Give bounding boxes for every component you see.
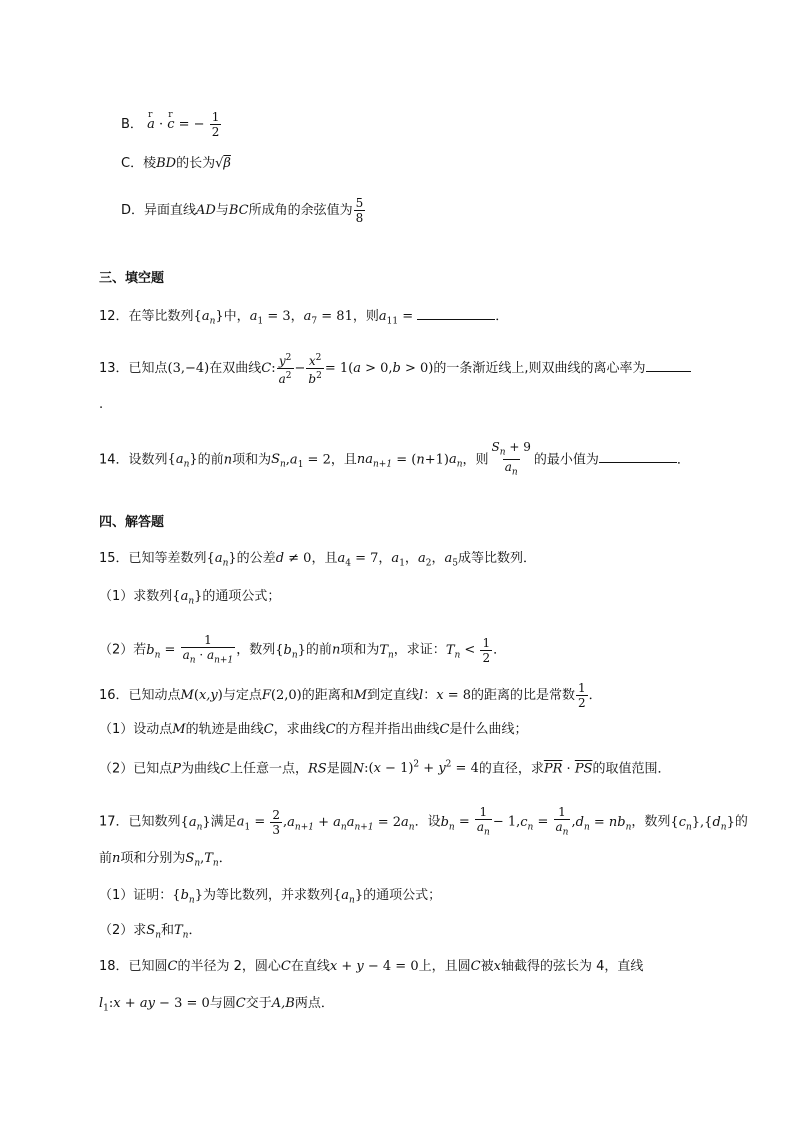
question-17-part-2 xyxy=(99,922,201,945)
math-expr: $\{b_n\}$ xyxy=(172,888,203,906)
answer-blank[interactable] xyxy=(417,307,495,320)
fraction: $\frac{S_n + 9}{a_n}$ xyxy=(491,440,531,478)
text: （1）证明： xyxy=(99,888,173,903)
question-17-part-1 xyxy=(99,887,441,910)
text: 16．已知动点 xyxy=(99,688,181,703)
text: 12．在等比数列 xyxy=(99,309,194,324)
text: 的长为 xyxy=(176,156,216,171)
fraction: $\frac{1}{a_n}$ xyxy=(476,805,490,838)
text: 为等比数列，并求数列 xyxy=(202,888,333,903)
text: 与定点 xyxy=(222,688,262,703)
text: 的一条渐近线上,则双曲线的离心率为 xyxy=(433,361,646,376)
answer-blank[interactable] xyxy=(599,450,677,463)
question-13: 13．已知点(3,−4)在双曲线C: $\frac{y^2}{a^2}$ − $\frac{x^2}{b^2}$ = 1(a > 0,b > 0)的一条渐近线上,则双曲线的离心率为 xyxy=(99,351,691,386)
text: ． xyxy=(676,452,690,468)
fraction: $\frac{5}{8}$ xyxy=(355,196,364,225)
math-expr: C xyxy=(439,722,450,737)
text: （1）设动点 xyxy=(99,722,173,737)
text: ，数列 xyxy=(236,642,276,658)
math-expr: RS xyxy=(308,761,327,777)
math-expr: a xyxy=(236,814,245,830)
text: 的距离的比是常数 xyxy=(471,688,576,703)
text: 的通项公式； xyxy=(363,888,442,903)
trailing-dot: . xyxy=(99,397,104,412)
question-16: 16．已知动点M(x,y)与定点F(2,0)的距离和M到定直线l：x = 8的距离的比是常数 $\frac{1}{2}$ ． xyxy=(99,681,602,710)
fraction: $\frac{1}{a_n}$ xyxy=(555,805,569,838)
fraction: $\frac{2}{3}$ xyxy=(272,807,280,837)
question-15-part-2: （2）若$b_n$ = $\frac{1}{a_n \cdot a_{n+1}}$ ，数列$\{b_n\}$的前n项和为$T_n$，求证：$T_n$ < $\frac{1}{2}$ ． xyxy=(99,633,507,666)
section-heading-fill-in: 三、填空题 xyxy=(99,271,165,286)
text: 到定直线 xyxy=(367,688,420,703)
math-expr: n xyxy=(112,851,121,866)
math-expr: a xyxy=(391,551,400,566)
math-expr: P xyxy=(172,761,182,777)
text: 15．已知等差数列 xyxy=(99,551,207,566)
math-expr: M(x,y) xyxy=(180,688,223,703)
math-expr: $\overline{PR}$ xyxy=(543,761,563,777)
fraction: $\frac{1}{a_n \cdot a_{n+1}}$ xyxy=(182,633,234,666)
question-17: 17．已知数列$\{a_n\}$满足$a_1$ = $\frac{2}{3}$ $,a_{n+1} + a_na_{n+1} = 2a_n$．设$b_n$ = $\frac{1}{a_n}$ − $1,c_n$ = $\frac{1}{a_n}$ $,d_n = nb_n$，数列$\{c_n\},\{d_n\}$的 xyxy=(99,805,748,838)
math-expr: BC xyxy=(228,203,249,218)
math-expr: $b_n$ xyxy=(440,814,455,833)
text: （2）求 xyxy=(99,923,147,938)
text: 的半径为 2，圆心 xyxy=(177,959,281,974)
text: ，且 xyxy=(330,452,357,468)
math-expr: N xyxy=(352,761,365,777)
fraction: $\frac{1}{2}$ xyxy=(211,110,220,139)
math-expr: (3,−4) xyxy=(167,361,210,376)
math-expr: M xyxy=(172,722,186,737)
math-expr: x + ay − 3 = 0 xyxy=(113,996,210,1011)
question-16-part-2: （2）已知点P为曲线C上任意一点，RS是圆N:(x − $1)^2 + y^2 = 4$的直径，求$\overline{PR} \cdot \overline{PS}$的取值范围． xyxy=(99,760,671,777)
answer-blank[interactable] xyxy=(646,359,691,372)
text: ． xyxy=(588,688,602,703)
math-expr: BD xyxy=(156,156,177,171)
text: 是圆 xyxy=(326,761,353,777)
text: 为曲线 xyxy=(181,761,221,777)
option-b xyxy=(121,110,222,139)
math-expr: F(2,0) xyxy=(261,688,302,703)
fraction: $\frac{y^2}{a^2}$ xyxy=(278,353,292,386)
text: 两点． xyxy=(294,996,334,1011)
math-expr: $S_n$ xyxy=(271,452,286,470)
text: 交于 xyxy=(245,996,272,1011)
text: ，求证： xyxy=(393,642,446,658)
text: 项和为 xyxy=(340,642,380,658)
math-expr: C xyxy=(263,722,274,737)
math-expr: d xyxy=(275,551,285,566)
question-14: 14．设数列$\{a_n\}$的前n项和为$S_n,a_1 = 2$，且$na_{n+1} = (n+1)a_n$，则 $\frac{S_n + 9}{a_n}$ 的最小值为 ． xyxy=(99,440,690,478)
question-15: 15．已知等差数列$\{a_n\}$的公差d ≠ 0，且$a_4 = 7$，$a_1$，$a_2$，$a_5$成等比数列． xyxy=(99,551,536,569)
math-expr: $\{a_n\}$ xyxy=(193,309,224,327)
math-expr: $na_{n+1}$ xyxy=(356,452,393,470)
math-expr: a xyxy=(378,309,387,324)
math-expr: $\{a_n\}$ xyxy=(180,814,211,833)
math-expr: $\{a_n\}$ xyxy=(172,589,203,607)
math-expr: $T_n$ xyxy=(174,923,189,941)
math-expr: = xyxy=(398,309,418,324)
math-expr: $\{c_n\},\{d_n\}$ xyxy=(670,814,735,833)
text: 中， xyxy=(223,309,250,324)
text: ，数列 xyxy=(631,814,671,830)
math-expr: $\{a_n\}$ xyxy=(206,551,237,569)
math-expr: $a_{n+1} + a_na_{n+1} = 2a_n$ xyxy=(287,814,415,833)
text: ，且 xyxy=(311,551,338,566)
math-expr: C xyxy=(235,996,246,1011)
math-expr: $\{a_n\}$ xyxy=(167,452,198,470)
question-18 xyxy=(99,958,643,976)
math-expr: C xyxy=(470,959,481,974)
option-c-label: C．棱 xyxy=(121,156,157,171)
math-expr: $c_n$ xyxy=(520,814,534,833)
text: 的方程并指出曲线 xyxy=(335,722,440,737)
text: 的距离和 xyxy=(301,688,354,703)
text: 项和分别为 xyxy=(120,851,186,866)
question-17-continued xyxy=(99,850,232,873)
text: ，则 xyxy=(352,309,379,324)
text: 与 xyxy=(215,203,229,218)
text: ．设 xyxy=(414,814,441,830)
math-expr: $\{b_n\}$ xyxy=(275,642,306,661)
text: ，则 xyxy=(462,452,489,468)
math-expr: $\{a_n\}$ xyxy=(332,888,364,906)
math-expr: x xyxy=(436,688,444,703)
option-d-label: D．异面直线 xyxy=(121,203,197,218)
text: 满足 xyxy=(210,814,237,830)
text: 上，且圆 xyxy=(418,959,471,974)
section-heading-solutions: 四、解答题 xyxy=(99,515,165,530)
question-18-continued: $l_1:x$ + ay − 3 = 0与圆C交于A,B两点． xyxy=(99,996,334,1014)
text: 14．设数列 xyxy=(99,452,168,468)
text: 的通项公式； xyxy=(202,589,281,604)
text: ． xyxy=(495,309,509,324)
text: 18．已知圆 xyxy=(99,959,168,974)
math-expr: r a xyxy=(147,116,155,134)
math-expr: · xyxy=(154,117,168,132)
text: 的前 xyxy=(305,642,332,658)
text: 上任意一点， xyxy=(230,761,309,777)
math-expr: C xyxy=(220,761,230,777)
math-expr: x xyxy=(493,959,501,974)
math-expr: C xyxy=(167,959,178,974)
math-expr: $l_1$ xyxy=(99,996,109,1014)
text: 在双曲线 xyxy=(209,361,262,376)
text: 项和为 xyxy=(232,452,272,468)
math-expr: A,B xyxy=(271,996,295,1011)
text: ，求曲线 xyxy=(273,722,326,737)
math-expr: $S_n$ xyxy=(146,923,161,941)
math-expr: n xyxy=(331,642,341,658)
text: 被 xyxy=(480,959,494,974)
fraction: $\frac{x^2}{b^2}$ xyxy=(308,353,322,386)
math-expr: a xyxy=(303,309,312,324)
fraction: $\frac{1}{2}$ xyxy=(482,635,491,665)
math-expr: a xyxy=(249,309,258,324)
math-expr: $d_n = nb_n$ xyxy=(575,814,632,833)
text: 轴截得的弦长为 4，直线 xyxy=(500,959,644,974)
text: 的公差 xyxy=(236,551,276,566)
math-expr: = 1(a > 0,b > 0) xyxy=(324,361,434,376)
text: 的前 xyxy=(197,452,224,468)
math-expr: = 81 xyxy=(317,309,353,324)
math-expr: $b_n$ xyxy=(146,642,161,661)
text: 在直线 xyxy=(290,959,330,974)
math-expr: C xyxy=(325,722,336,737)
text: 前 xyxy=(99,851,113,866)
text: （1）求数列 xyxy=(99,589,173,604)
question-15-part-1 xyxy=(99,588,280,611)
math-expr: = − xyxy=(174,117,209,132)
math-expr: l xyxy=(419,688,424,703)
text: ． xyxy=(218,851,232,866)
text: 的最小值为 xyxy=(533,452,599,468)
math-expr: a xyxy=(289,452,298,468)
math-expr: AD xyxy=(196,203,216,218)
math-expr: a xyxy=(337,551,346,566)
text: 的直径，求 xyxy=(478,761,544,777)
math-expr: x + y − 4 = 0 xyxy=(329,959,419,974)
text: 的 xyxy=(734,814,748,830)
math-expr: n xyxy=(223,452,233,468)
question-12: 12．在等比数列$\{a_n\}$中，$a_1 = 3$，$a_7 = 81$，则$a_{11}$ = ． xyxy=(99,309,509,327)
math-expr: = $(n+1)a_n$ xyxy=(392,452,463,470)
math-expr: C xyxy=(280,959,291,974)
math-expr: $S_n,T_n$ xyxy=(185,851,219,869)
math-expr: $T_n$ xyxy=(445,642,461,661)
math-expr: √β xyxy=(215,156,231,171)
math-expr: $\overline{PS}$ xyxy=(574,761,593,777)
text: 17．已知数列 xyxy=(99,814,181,830)
option-c xyxy=(121,155,231,173)
text: 成等比数列． xyxy=(457,551,536,566)
math-expr: C xyxy=(261,361,272,376)
text: ． xyxy=(188,923,202,938)
text: 13．已知点 xyxy=(99,361,168,376)
math-expr: = 3 xyxy=(263,309,291,324)
math-expr: M xyxy=(353,688,368,703)
option-d xyxy=(121,196,366,225)
text: ． xyxy=(493,642,507,658)
text: 与圆 xyxy=(209,996,236,1011)
text: 的取值范围． xyxy=(592,761,671,777)
question-16-part-1 xyxy=(99,721,528,739)
text: 的轨迹是曲线 xyxy=(185,722,264,737)
text: ， xyxy=(378,551,392,566)
option-b-label: B． xyxy=(121,117,143,132)
text: （2）已知点 xyxy=(99,761,173,777)
text: 和 xyxy=(160,923,174,938)
fraction: $\frac{1}{2}$ xyxy=(578,681,586,710)
text: （2）若 xyxy=(99,642,147,658)
text: 是什么曲线； xyxy=(449,722,528,737)
math-expr: $T_n$ xyxy=(379,642,394,661)
math-expr: r c xyxy=(167,116,174,134)
text: 所成角的余弦值为 xyxy=(248,203,353,218)
